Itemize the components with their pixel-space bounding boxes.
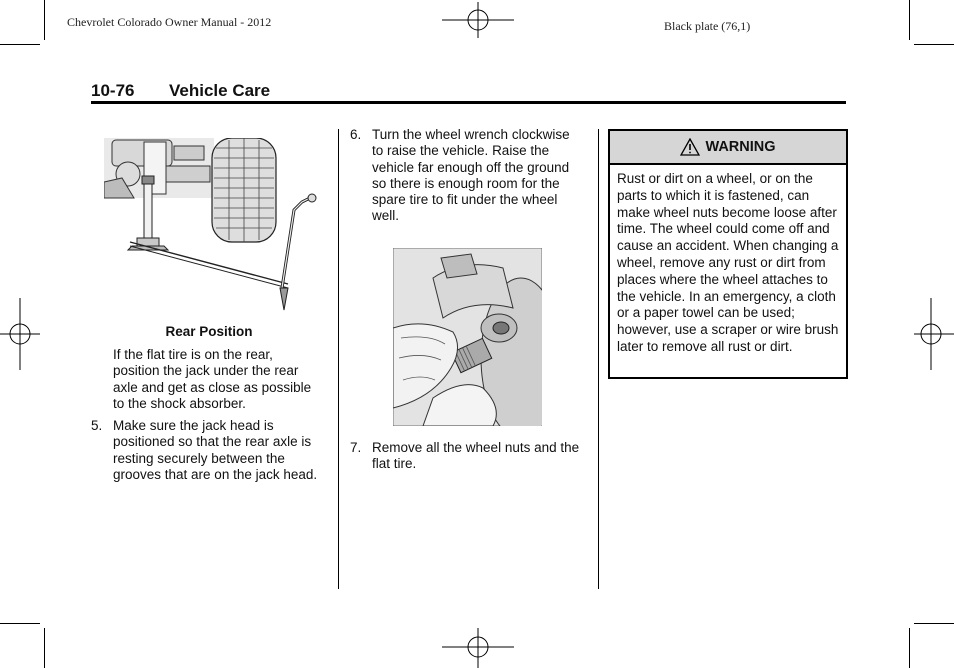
crop-mark	[0, 44, 40, 45]
column-divider	[598, 129, 599, 589]
warning-text: Rust or dirt on a wheel, or on the parts to which it is fastened, can make wheel nuts become loose after time. The wheel could come off and cause an accident. When changing a wheel, remove any rust or dirt from places where the wheel attaches to the vehicle. In an emergency, a cloth or a paper towel can be used; however, use a scraper or wire brush later to remove all rust or dirt.	[617, 171, 839, 354]
crop-mark	[914, 44, 954, 45]
warning-triangle-icon	[680, 138, 700, 156]
column-divider	[338, 129, 339, 589]
registration-mark-top-icon	[440, 2, 516, 38]
registration-mark-left-icon	[0, 296, 40, 372]
step-number: 7.	[350, 440, 362, 455]
step-text: Make sure the jack head is positioned so that the rear axle is resting securely between the grooves that are on the jack head.	[113, 418, 318, 482]
header-rule	[91, 101, 846, 104]
crop-mark	[909, 628, 910, 668]
step-text: Remove all the wheel nuts and the flat tire.	[372, 440, 580, 472]
figure-caption: Rear Position	[165, 324, 253, 339]
page-number: 10-76	[91, 81, 135, 100]
wheel-nut-removal-illustration	[393, 248, 542, 426]
rear-jack-illustration	[104, 138, 318, 316]
crop-mark	[914, 623, 954, 624]
plate-label: Black plate (76,1)	[664, 19, 751, 33]
crop-mark	[0, 623, 40, 624]
crop-mark	[909, 0, 910, 40]
warning-header	[610, 131, 846, 165]
registration-mark-bottom-icon	[440, 628, 516, 668]
crop-mark	[44, 628, 45, 668]
warning-box	[608, 129, 848, 379]
crop-mark	[44, 0, 45, 40]
step-text: Turn the wheel wrench clockwise to raise the vehicle. Raise the vehicle far enough off the ground so there is enough room for the spare tire to fit under the wheel well.	[372, 127, 570, 224]
step-number: 6.	[350, 127, 362, 142]
rear-tire-intro: If the flat tire is on the rear, position the jack under the rear axle and get as close as possible to the shock absorber.	[113, 347, 312, 411]
registration-mark-right-icon	[914, 296, 954, 372]
step-number: 5.	[91, 418, 103, 433]
section-title: Vehicle Care	[169, 81, 271, 100]
manual-title: Chevrolet Colorado Owner Manual - 2012	[67, 15, 272, 29]
warning-label: WARNING	[705, 139, 776, 155]
